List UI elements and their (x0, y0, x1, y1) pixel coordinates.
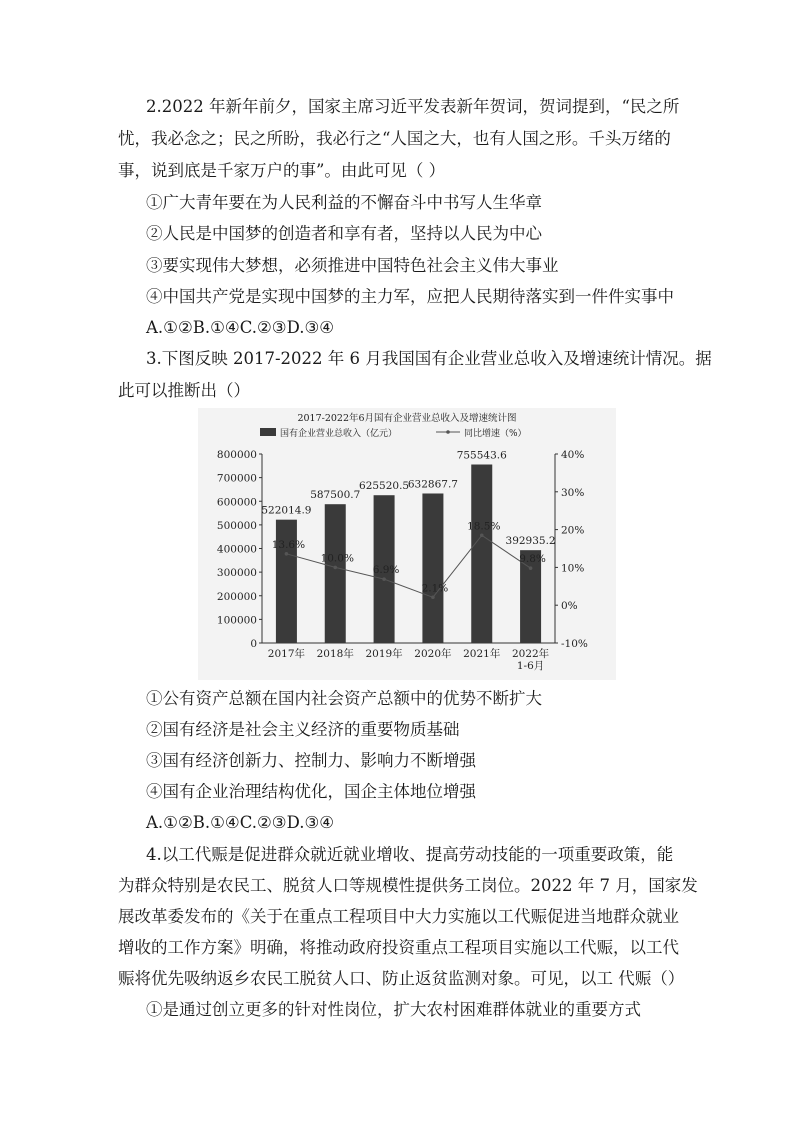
left-tick-label: 800000 (216, 449, 257, 461)
x-tick-label-6: 2022年 (511, 648, 550, 660)
growth-point-4 (431, 595, 435, 599)
q3-answer-choices: A.①②B.①④C.②③D.③④ (146, 813, 335, 832)
q4-option-1: ①是通过创立更多的针对性岗位，扩大农村困难群体就业的重要方式 (146, 1000, 641, 1019)
q3-option-2: ②国有经济是社会主义经济的重要物质基础 (146, 720, 460, 739)
q2-option-4: ④中国共产党是实现中国梦的主力军，应把人民期待落实到一件件实事中 (146, 287, 674, 306)
q3-stem-line-1: 3.下图反映 2017-2022 年 6 月我国国有企业营业总收入及增速统计情况。据 (146, 349, 712, 368)
left-tick-label: 200000 (216, 590, 257, 603)
legend-bar-swatch (260, 428, 276, 436)
q2-option-3: ③要实现伟大梦想，必须推进中国特色社会主义伟大事业 (146, 256, 559, 275)
q3-option-3: ③国有经济创新力、控制力、影响力不断增强 (146, 751, 476, 770)
legend-bar-label: 国有企业营业总收入（亿元） (280, 429, 398, 439)
growth-label-5: 18.5% (467, 520, 501, 533)
growth-point-1 (285, 552, 289, 556)
chart-svg (198, 408, 616, 680)
q2-stem-line-2: 忧，我必念之；民之所盼，我必行之“人国之大，也有人国之形。千头万绪的 (118, 129, 671, 148)
bar-2 (325, 504, 346, 643)
growth-point-5 (480, 533, 484, 537)
right-tick-label: 30% (561, 486, 585, 499)
growth-point-2 (333, 566, 337, 570)
legend-line-marker (446, 430, 450, 434)
left-tick-label: 400000 (216, 543, 257, 556)
bar-5 (471, 465, 492, 643)
q4-stem-line-5: 赈将优先吸纳返乡农民工脱贫人口、防止返贫监测对象。可见，以工 代赈（） (118, 969, 685, 988)
x-tick-label-3: 2019年 (365, 648, 403, 660)
growth-label-4: 2.1% (421, 582, 449, 595)
bar-label-5: 755543.6 (456, 449, 507, 462)
q3-option-4: ④国有企业治理结构优化，国企主体地位增强 (146, 782, 476, 801)
x-tick-sublabel-6: 1-6月 (516, 660, 545, 672)
x-tick-label-1: 2017年 (267, 648, 306, 660)
growth-label-2: 10.0% (320, 552, 354, 565)
bar-label-6: 392935.2 (505, 535, 556, 548)
q4-stem-line-2: 为群众特别是农民工、脱贫人口等规模性提供务工岗位。2022 年 7 月，国家发 (118, 876, 698, 895)
q3-option-1: ①公有资产总额在国内社会资产总额中的优势不断扩大 (146, 689, 542, 708)
left-tick-label: 100000 (216, 614, 257, 627)
growth-point-3 (382, 577, 386, 581)
x-tick-label-4: 2020年 (414, 648, 452, 660)
growth-line (286, 535, 530, 597)
left-tick-label: 700000 (216, 472, 257, 485)
chart-title: 2017-2022年6月国有企业营业总收入及增速统计图 (297, 413, 517, 424)
bar-label-4: 632867.7 (407, 478, 458, 491)
left-tick-label: 600000 (216, 496, 257, 509)
q2-stem-line-3: 事，说到底是千家万户的事”。由此可见（ ） (118, 161, 446, 180)
right-tick-label: 10% (561, 562, 585, 575)
q2-option-1: ①广大青年要在为人民利益的不懈奋斗中书写人生华章 (146, 193, 542, 212)
legend-line-label: 同比增速（%） (464, 429, 527, 439)
q2-option-2: ②人民是中国梦的创造者和享有者，坚持以人民为中心 (146, 224, 542, 243)
q4-stem-line-3: 展改革委发布的《关于在重点工程项目中大力实施以工代赈促进当地群众就业 (118, 907, 679, 926)
revenue-growth-chart (198, 408, 616, 680)
bar-label-2: 587500.7 (310, 489, 361, 502)
x-tick-label-2: 2018年 (316, 648, 354, 660)
left-tick-label: 500000 (216, 519, 257, 532)
right-tick-label: 40% (561, 449, 585, 461)
growth-label-3: 6.9% (372, 564, 400, 577)
growth-label-1: 13.6% (271, 538, 306, 551)
q4-stem-line-4: 增收的工作方案》明确，将推动政府投资重点工程项目实施以工代赈，以工代 (118, 938, 679, 957)
bar-4 (422, 493, 443, 643)
left-tick-label: 300000 (216, 567, 257, 580)
bar-label-3: 625520.5 (359, 480, 410, 493)
bar-label-1: 522014.9 (261, 504, 312, 517)
right-tick-label: 20% (561, 524, 585, 537)
q4-stem-line-1: 4.以工代赈是促进群众就近就业增收、提高劳动技能的一项重要政策，能 (146, 845, 674, 864)
x-tick-label-5: 2021年 (463, 648, 501, 660)
left-tick-label: 0 (250, 638, 257, 650)
growth-point-6 (529, 566, 533, 570)
right-tick-label: 0% (561, 600, 578, 613)
growth-label-6: 9.8% (519, 553, 546, 566)
q2-stem-line-1: 2.2022 年新年前夕，国家主席习近平发表新年贺词，贺词提到，“民之所 (146, 97, 680, 116)
right-tick-label: -10% (561, 638, 588, 650)
q3-stem-line-2: 此可以推断出（） (118, 381, 250, 400)
q2-answer-choices: A.①②B.①④C.②③D.③④ (146, 318, 335, 337)
